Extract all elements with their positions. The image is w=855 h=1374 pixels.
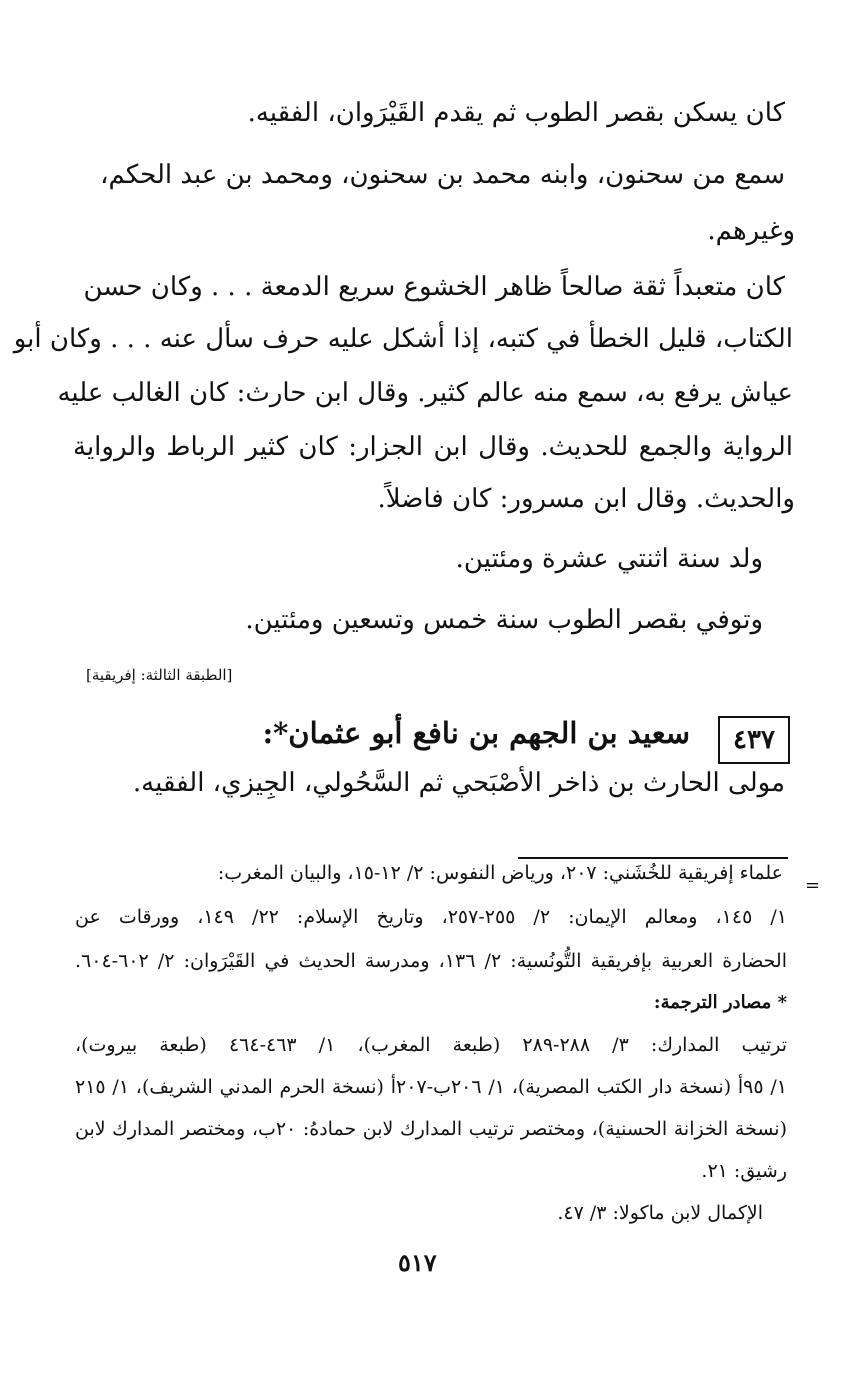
body-line-1: كان يسكن بقصر الطوب ثم يقدم القَيْرَوان، الفقيه. (247, 98, 785, 128)
body-line-5: الكتاب، قليل الخطأ في كتبه، إذا أشكل عليه حرف سأل عنه . . . وكان أبو (13, 324, 793, 354)
footnote-line-2: ١/ ١٤٥، ومعالم الإيمان: ٢/ ٢٥٥-٢٥٧، وتاريخ الإسلام: ٢٢/ ١٤٩، وورقات عن (75, 906, 787, 928)
footnote-line-8: رشيق: ٢١. (701, 1160, 787, 1182)
footnote-line-3: الحضارة العربية بإفريقية التُّونُسية: ٢/ ١٣٦، ومدرسة الحديث في القَيْرَوان: ٢/ ٦٠٢-٦٠٤. (75, 950, 788, 972)
body-line-3: وغيرهم. (707, 216, 795, 246)
page-number: ٥١٧ (398, 1248, 437, 1277)
footnote-separator (518, 857, 788, 859)
footnote-line-7: (نسخة الخزانة الحسنية)، ومختصر ترتيب المدارك لابن حمادهُ: ٢٠ب، ومختصر المدارك لابن (75, 1118, 787, 1140)
body-line-2: سمع من سحنون، وابنه محمد بن سحنون، ومحمد بن عبد الحكم، (100, 160, 785, 190)
entry-number-box: ٤٣٧ (718, 716, 790, 764)
footnote-heading: * مصادر الترجمة: (653, 992, 787, 1013)
footnote-line-5: ترتيب المدارك: ٣/ ٢٨٨-٢٨٩ (طبعة المغرب)، ١/ ٤٦٣-٤٦٤ (طبعة بيروت)، (75, 1034, 788, 1056)
footnote-line-9: الإكمال لابن ماكولا: ٣/ ٤٧. (557, 1202, 763, 1224)
body-line-10: وتوفي بقصر الطوب سنة خمس وتسعين ومئتين. (245, 605, 763, 635)
footnote-line-6: ١/ ٩٥أ (نسخة دار الكتب المصرية)، ١/ ٢٠٦ب-٢٠٧أ (نسخة الحرم المدني الشريف)، ١/ ٢١٥ (75, 1076, 787, 1098)
footnote-continuation-mark: = (805, 875, 821, 896)
section-tag: [الطبقة الثالثة: إفريقية] (86, 666, 233, 684)
body-line-8: والحديث. وقال ابن مسرور: كان فاضلاً. (377, 484, 795, 514)
body-line-4: كان متعبداً ثقة صالحاً ظاهر الخشوع سريع الدمعة . . . وكان حسن (83, 272, 785, 302)
entry-subtitle: مولى الحارث بن ذاخر الأصْبَحي ثم السَّحُولي، الجِيزي، الفقيه. (132, 768, 785, 798)
body-line-6: عياش يرفع به، سمع منه عالم كثير. وقال ابن حارث: كان الغالب عليه (57, 378, 793, 408)
body-line-9: ولد سنة اثنتي عشرة ومئتين. (455, 544, 763, 574)
entry-title: سعيد بن الجهم بن نافع أبو عثمان*: (262, 716, 690, 750)
body-line-7: الرواية والجمع للحديث. وقال ابن الجزار: كان كثير الرباط والرواية (73, 432, 793, 462)
footnote-line-1: علماء إفريقية للخُشَني: ٢٠٧، ورياض النفوس: ٢/ ١٢-١٥، والبيان المغرب: (217, 862, 783, 884)
